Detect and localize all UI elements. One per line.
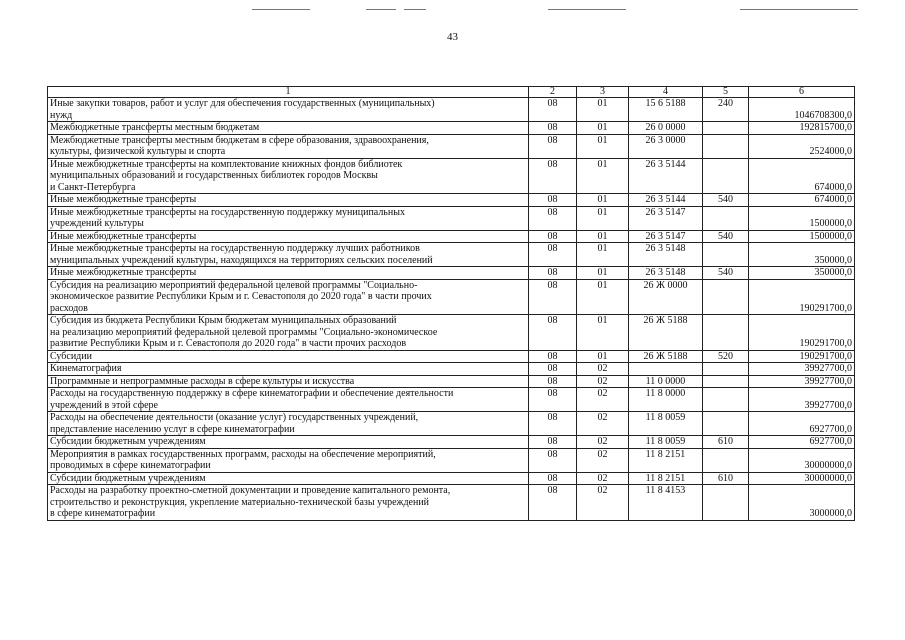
row-name-line: Субсидия из бюджета Республики Крым бюджетам муниципальных образований — [50, 315, 397, 326]
table-row — [48, 267, 855, 280]
expense-type-cell: 540 — [703, 267, 749, 280]
section-cell: 08 — [529, 375, 577, 388]
amount-cell: 674000,0 — [749, 194, 855, 207]
section-cell: 08 — [529, 363, 577, 376]
article-cell: 26 Ж 5188 — [629, 350, 703, 363]
row-name-line: Расходы на разработку проектно-сметной документации и проведение капитального ремонта, — [50, 485, 451, 496]
expense-type-cell — [703, 315, 749, 351]
section-cell: 08 — [529, 388, 577, 412]
row-name-cell — [48, 436, 529, 449]
row-name-cell — [48, 230, 529, 243]
article-cell: 11 8 0000 — [629, 388, 703, 412]
row-name-cell — [48, 122, 529, 135]
expense-type-cell: 540 — [703, 194, 749, 207]
row-name-cell — [48, 206, 529, 230]
article-cell: 11 8 2151 — [629, 448, 703, 472]
section-cell: 08 — [529, 267, 577, 280]
article-cell: 11 8 4153 — [629, 485, 703, 521]
row-name-cell — [48, 134, 529, 158]
row-name-cell — [48, 243, 529, 267]
table-header-row — [48, 87, 855, 98]
row-name-line: Иные межбюджетные трансферты — [50, 230, 197, 242]
amount-cell: 39927700,0 — [749, 363, 855, 376]
header-cell: 2 — [529, 87, 577, 98]
subsection-cell: 01 — [577, 122, 629, 135]
row-name-line: Межбюджетные трансферты местным бюджетам в сфере образования, здравоохранения, — [50, 134, 429, 146]
row-name-line: муниципальных учреждений культуры, находящихся на территориях сельских поселений — [50, 254, 433, 266]
row-name-cell — [48, 315, 529, 351]
table-row — [48, 436, 855, 449]
amount-cell: 1500000,0 — [749, 206, 855, 230]
header-cell: 6 — [749, 87, 855, 98]
header-cell: 5 — [703, 87, 749, 98]
article-cell: 26 3 5147 — [629, 206, 703, 230]
row-name-line: представление населению услуг в сфере кинематографии — [50, 423, 295, 435]
row-name-cell — [48, 375, 529, 388]
row-name-line: Субсидии — [50, 350, 92, 362]
table-row — [48, 472, 855, 485]
section-cell: 08 — [529, 350, 577, 363]
row-name-line: в сфере кинематографии — [50, 508, 156, 519]
article-cell: 26 3 0000 — [629, 134, 703, 158]
subsection-cell: 01 — [577, 194, 629, 207]
expense-type-cell: 610 — [703, 436, 749, 449]
amount-cell: 30000000,0 — [749, 472, 855, 485]
subsection-cell: 01 — [577, 279, 629, 315]
row-name-line: проводимых в сфере кинематографии — [50, 460, 211, 471]
row-name-cell — [48, 412, 529, 436]
expense-type-cell: 540 — [703, 230, 749, 243]
row-name-line: учреждений в этой сфере — [50, 399, 158, 411]
page-number: 43 — [447, 31, 458, 43]
amount-cell: 6927700,0 — [749, 436, 855, 449]
scan-artifact-line — [366, 9, 396, 10]
amount-cell: 39927700,0 — [749, 375, 855, 388]
row-name-line: развитие Республики Крым и г. Севастополя до 2020 года" в части прочих расходов — [50, 338, 407, 349]
header-cell: 4 — [629, 87, 703, 98]
row-name-cell — [48, 279, 529, 315]
section-cell: 08 — [529, 485, 577, 521]
expense-type-cell: 610 — [703, 472, 749, 485]
scan-artifact-line — [252, 9, 310, 10]
table-row — [48, 194, 855, 207]
scan-artifact-line — [740, 9, 858, 10]
section-cell: 08 — [529, 230, 577, 243]
subsection-cell: 01 — [577, 315, 629, 351]
row-name-line: экономическое развитие Республики Крым и г. Севастополя до 2020 года" в части прочих — [50, 291, 432, 302]
expense-type-cell — [703, 388, 749, 412]
expense-type-cell — [703, 243, 749, 267]
section-cell: 08 — [529, 206, 577, 230]
article-cell: 26 3 5148 — [629, 267, 703, 280]
article-cell: 26 Ж 0000 — [629, 279, 703, 315]
article-cell: 26 3 5144 — [629, 194, 703, 207]
subsection-cell: 02 — [577, 388, 629, 412]
row-name-line: Расходы на обеспечение деятельности (оказание услуг) государственных учреждений, — [50, 412, 419, 423]
subsection-cell: 02 — [577, 375, 629, 388]
subsection-cell: 01 — [577, 350, 629, 363]
row-name-line: на реализацию мероприятий федеральной целевой программы "Социально-экономическое — [50, 326, 438, 338]
article-cell: 26 3 5148 — [629, 243, 703, 267]
row-name-cell — [48, 158, 529, 194]
article-cell: 26 3 5147 — [629, 230, 703, 243]
scan-artifact-line — [548, 9, 626, 10]
expense-type-cell — [703, 279, 749, 315]
expense-type-cell — [703, 206, 749, 230]
subsection-cell: 02 — [577, 363, 629, 376]
row-name-cell — [48, 194, 529, 207]
row-name-cell — [48, 485, 529, 521]
amount-cell: 674000,0 — [749, 158, 855, 194]
article-cell: 26 0 0000 — [629, 122, 703, 135]
row-name-line: муниципальных образований и государственных библиотек городов Москвы — [50, 170, 378, 181]
section-cell: 08 — [529, 279, 577, 315]
expense-type-cell: 240 — [703, 98, 749, 122]
section-cell: 08 — [529, 436, 577, 449]
table-row — [48, 158, 855, 194]
amount-cell: 39927700,0 — [749, 388, 855, 412]
table-row — [48, 98, 855, 122]
article-cell: 26 Ж 5188 — [629, 315, 703, 351]
table-row — [48, 485, 855, 521]
table-row — [48, 412, 855, 436]
section-cell: 08 — [529, 243, 577, 267]
row-name-line: Субсидия на реализацию мероприятий федеральной целевой программы "Социально- — [50, 279, 418, 291]
amount-cell: 2524000,0 — [749, 134, 855, 158]
table-row — [48, 134, 855, 158]
expense-type-cell — [703, 158, 749, 194]
row-name-cell — [48, 388, 529, 412]
subsection-cell: 01 — [577, 98, 629, 122]
section-cell: 08 — [529, 194, 577, 207]
amount-cell: 1046708300,0 — [749, 98, 855, 122]
table-body — [48, 98, 855, 521]
subsection-cell: 02 — [577, 448, 629, 472]
row-name-line: Кинематография — [50, 363, 122, 374]
article-cell: 26 3 5144 — [629, 158, 703, 194]
subsection-cell: 02 — [577, 472, 629, 485]
article-cell: 11 8 2151 — [629, 472, 703, 485]
amount-cell: 3000000,0 — [749, 485, 855, 521]
table-row — [48, 375, 855, 388]
table-row — [48, 388, 855, 412]
amount-cell: 6927700,0 — [749, 412, 855, 436]
expense-type-cell — [703, 412, 749, 436]
row-name-line: культуры, физической культуры и спорта — [50, 146, 226, 157]
section-cell: 08 — [529, 122, 577, 135]
article-cell: 11 0 0000 — [629, 375, 703, 388]
row-name-cell — [48, 363, 529, 376]
row-name-line: Расходы на государственную поддержку в сфере кинематографии и обеспечение деятельности — [50, 388, 454, 399]
row-name-cell — [48, 98, 529, 122]
section-cell: 08 — [529, 315, 577, 351]
amount-cell: 350000,0 — [749, 267, 855, 280]
amount-cell: 30000000,0 — [749, 448, 855, 472]
row-name-line: Иные межбюджетные трансферты на государственную поддержку лучших работников — [50, 243, 420, 254]
amount-cell: 190291700,0 — [749, 279, 855, 315]
row-name-line: строительство и реконструкция, укрепление материально-технической базы учреждений — [50, 496, 430, 508]
table-row — [48, 448, 855, 472]
row-name-line: и Санкт-Петербурга — [50, 181, 136, 193]
budget-table — [47, 86, 855, 521]
row-name-line: Иные межбюджетные трансферты — [50, 194, 197, 205]
row-name-cell — [48, 350, 529, 363]
expense-type-cell — [703, 375, 749, 388]
row-name-line: нужд — [50, 109, 73, 121]
subsection-cell: 01 — [577, 230, 629, 243]
section-cell: 08 — [529, 98, 577, 122]
row-name-line: Программные и непрограммные расходы в сфере культуры и искусства — [50, 375, 355, 387]
subsection-cell: 01 — [577, 206, 629, 230]
subsection-cell: 02 — [577, 436, 629, 449]
article-cell — [629, 363, 703, 376]
table-row — [48, 279, 855, 315]
amount-cell: 350000,0 — [749, 243, 855, 267]
section-cell: 08 — [529, 134, 577, 158]
subsection-cell: 01 — [577, 243, 629, 267]
row-name-cell — [48, 267, 529, 280]
row-name-line: Мероприятия в рамках государственных программ, расходы на обеспечение мероприятий, — [50, 448, 436, 460]
table-row — [48, 350, 855, 363]
subsection-cell: 02 — [577, 485, 629, 521]
expense-type-cell — [703, 448, 749, 472]
subsection-cell: 01 — [577, 158, 629, 194]
subsection-cell: 01 — [577, 267, 629, 280]
expense-type-cell — [703, 363, 749, 376]
section-cell: 08 — [529, 448, 577, 472]
amount-cell: 190291700,0 — [749, 315, 855, 351]
section-cell: 08 — [529, 412, 577, 436]
header-cell: 1 — [48, 87, 529, 98]
row-name-line: Межбюджетные трансферты местным бюджетам — [50, 122, 260, 133]
amount-cell: 192815700,0 — [749, 122, 855, 135]
table-row — [48, 206, 855, 230]
table-row — [48, 230, 855, 243]
section-cell: 08 — [529, 158, 577, 194]
row-name-line: Иные межбюджетные трансферты на комплектование книжных фондов библиотек — [50, 158, 403, 170]
expense-type-cell — [703, 485, 749, 521]
article-cell: 11 8 0059 — [629, 436, 703, 449]
table-row — [48, 243, 855, 267]
article-cell: 15 6 5188 — [629, 98, 703, 122]
row-name-line: Субсидии бюджетным учреждениям — [50, 472, 206, 484]
amount-cell: 1500000,0 — [749, 230, 855, 243]
row-name-line: Субсидии бюджетным учреждениям — [50, 436, 206, 447]
header-cell: 3 — [577, 87, 629, 98]
scan-artifact-line — [404, 9, 426, 10]
subsection-cell: 02 — [577, 412, 629, 436]
row-name-line: учреждений культуры — [50, 218, 144, 229]
row-name-line: Иные закупки товаров, работ и услуг для обеспечения государственных (муниципальных) — [50, 98, 435, 109]
row-name-cell — [48, 448, 529, 472]
row-name-line: расходов — [50, 302, 88, 314]
table-row — [48, 122, 855, 135]
row-name-line: Иные межбюджетные трансферты на государственную поддержку муниципальных — [50, 206, 405, 218]
article-cell: 11 8 0059 — [629, 412, 703, 436]
amount-cell: 190291700,0 — [749, 350, 855, 363]
expense-type-cell — [703, 122, 749, 135]
expense-type-cell: 520 — [703, 350, 749, 363]
section-cell: 08 — [529, 472, 577, 485]
table-row — [48, 315, 855, 351]
expense-type-cell — [703, 134, 749, 158]
subsection-cell: 01 — [577, 134, 629, 158]
table-row — [48, 363, 855, 376]
row-name-cell — [48, 472, 529, 485]
row-name-line: Иные межбюджетные трансферты — [50, 267, 197, 278]
